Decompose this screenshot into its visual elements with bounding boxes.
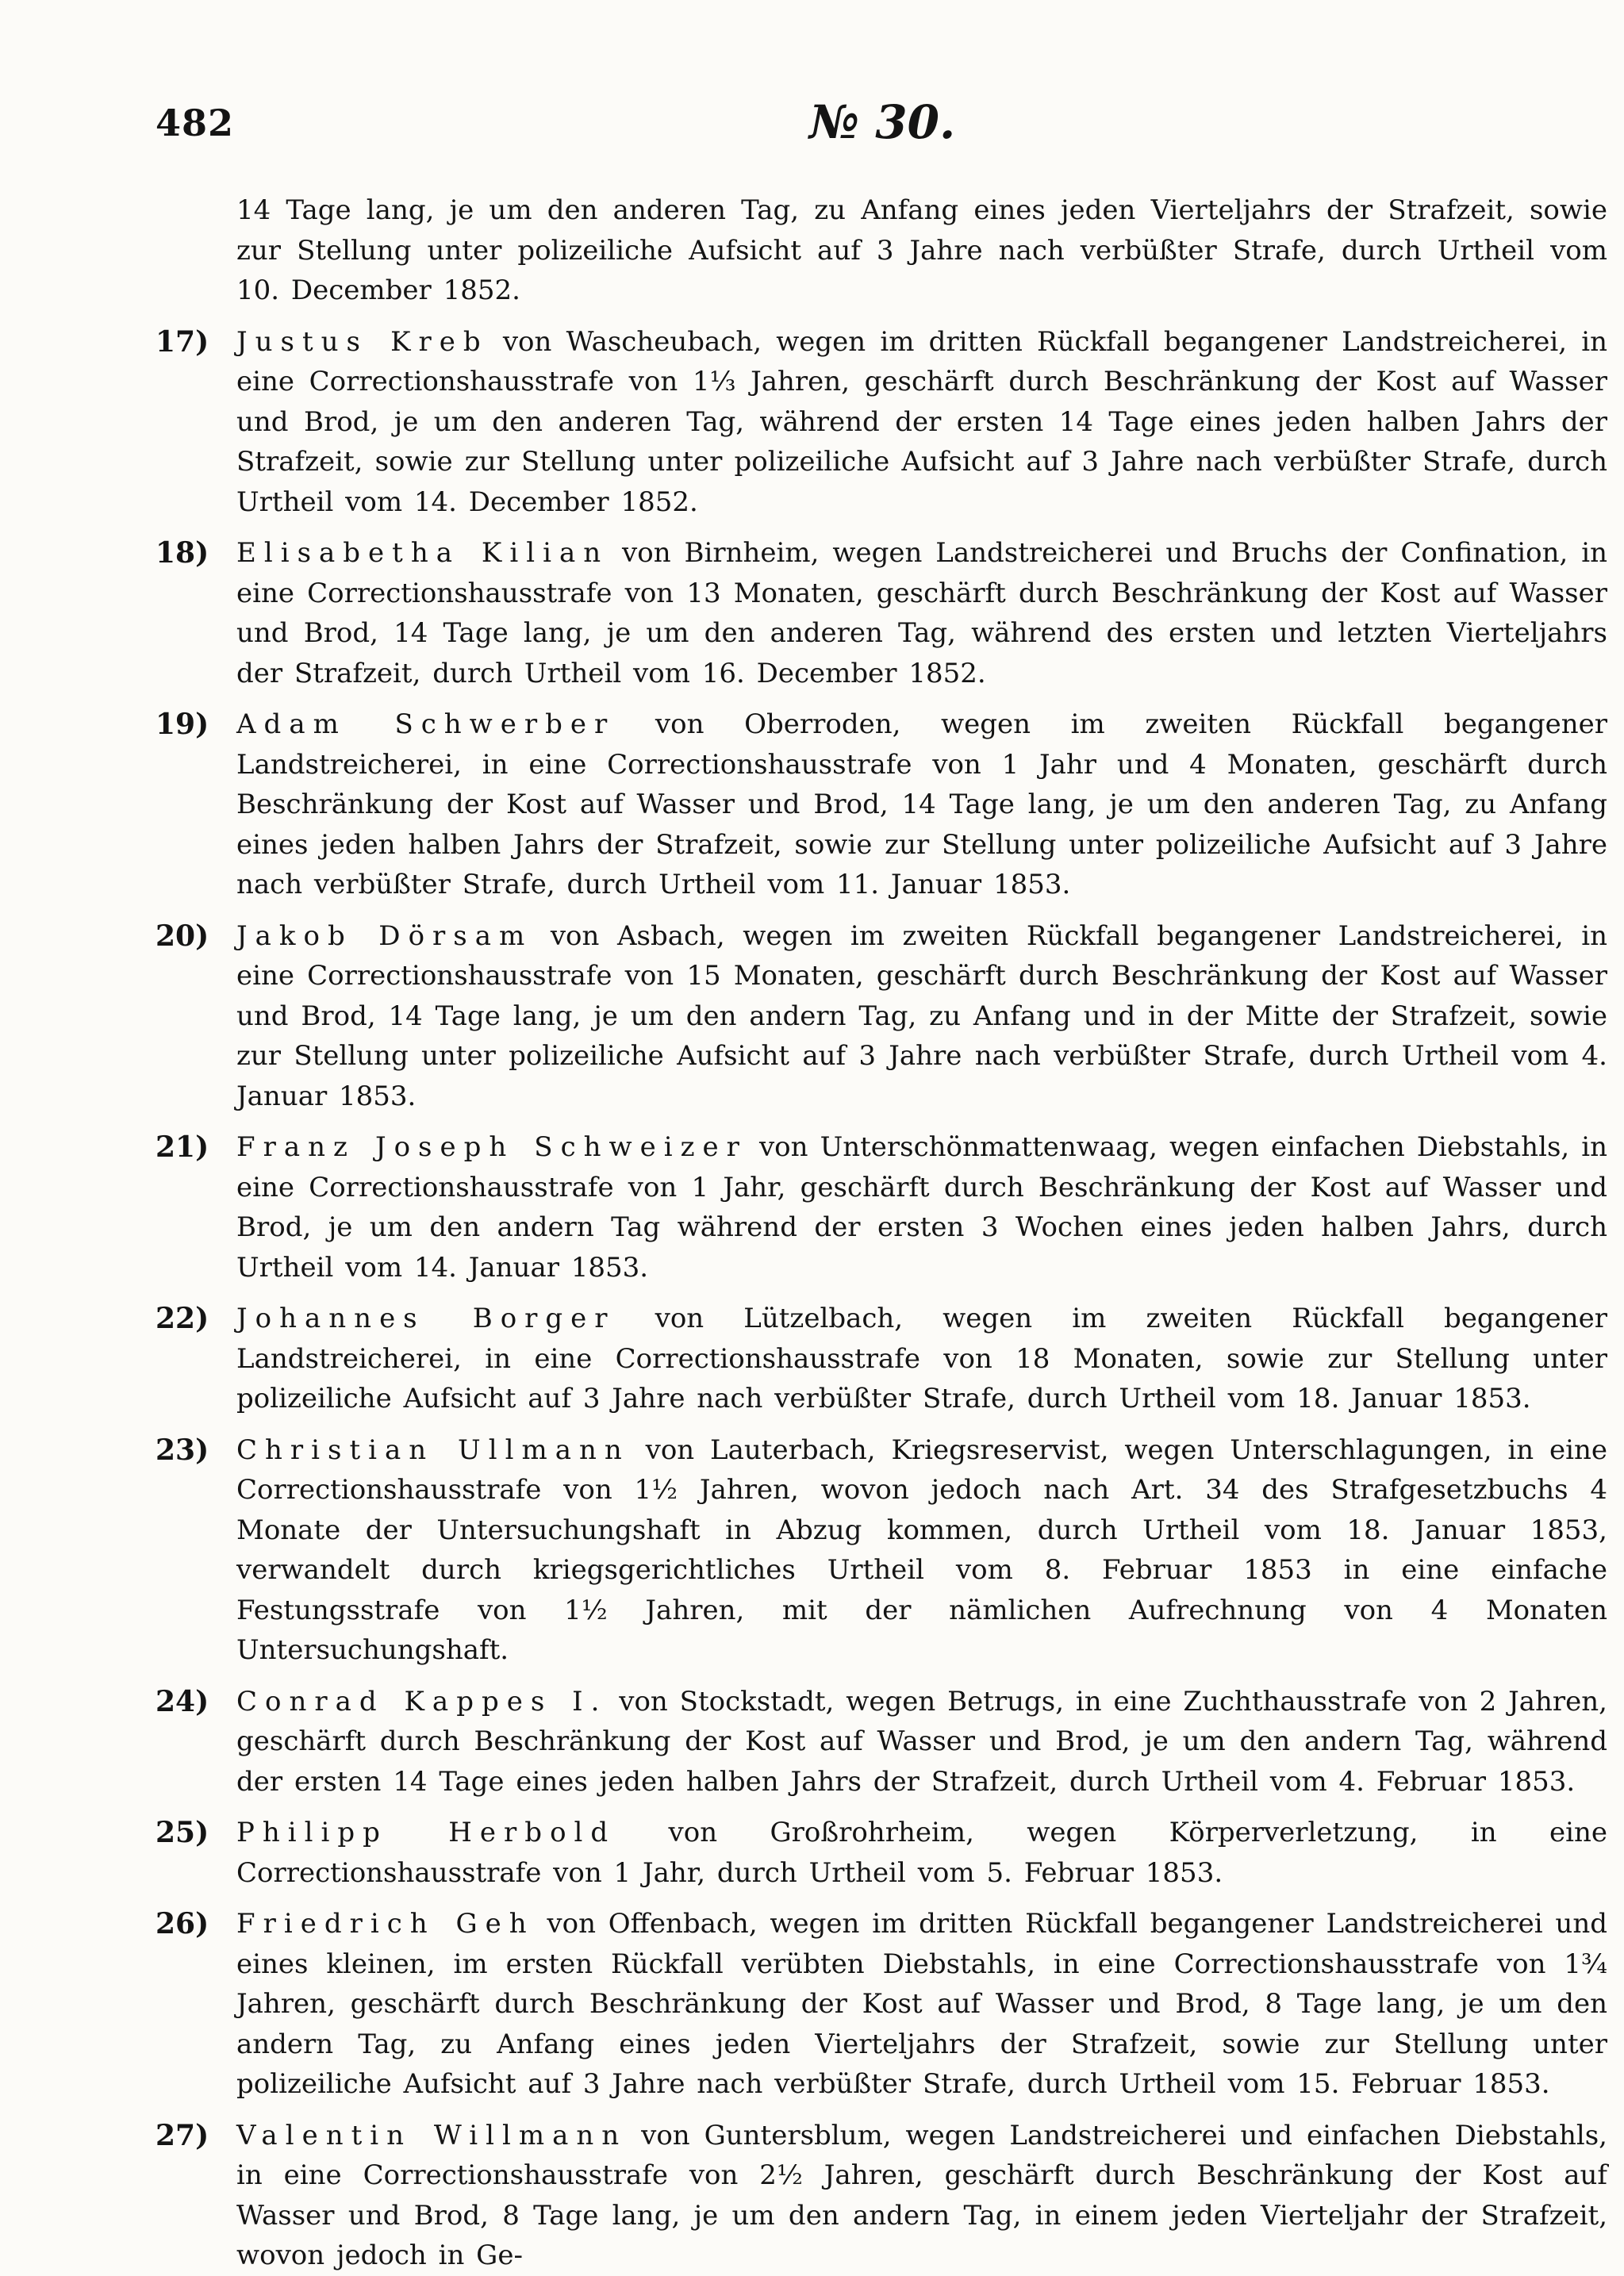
person-name: Christian Ullmann [236,1434,630,1466]
entry-number: 18) [155,536,209,570]
entry-item [155,704,1608,905]
entry-body: von Offenbach, wegen im dritten Rückfall begangener Landstreicherei und eines kleinen, im ersten Rückfall verübten Diebstahls, in eine Correctionshausstrafe von 1¾ Jahren, geschärft durch Beschränkung der Kost auf Wasser und Brod, 8 Tage lang, je um den andern Tag, zu Anfang eines jeden Vierteljahrs der Strafzeit, sowie zur Stellung unter polizeiliche Aufsicht auf 3 Jahre nach verbüßter Strafe, durch Urtheil vom 15. Februar 1853. [236,1908,1607,2100]
person-name: Conrad Kappes I. [236,1685,608,1718]
entry-list [155,190,1607,2276]
entry-text [236,533,1607,693]
entry-body: von Oberroden, wegen im zweiten Rückfall begangener Landstreicherei, in eine Correctionshausstrafe von 1 Jahr und 4 Monaten, geschärft durch Beschränkung der Kost auf Wasser und Brod, 14 Tage lang, je um den anderen Tag, zu Anfang eines jeden halben Jahrs der Strafzeit, sowie zur Stellung unter polizeiliche Aufsicht auf 3 Jahre nach verbüßter Strafe, durch Urtheil vom 11. Januar 1853. [236,708,1608,900]
entry-item [155,1813,1607,1893]
entry-body: von Guntersblum, wegen Landstreicherei und einfachen Diebstahls, in eine Correctionshausstrafe von 2½ Jahren, geschärft durch Beschränkung der Kost auf Wasser und Brod, 8 Tage lang, je um den andern Tag, in einem jeden Vierteljahr der Strafzeit, wovon jedoch in Ge- [236,2119,1607,2271]
entry-number: 19) [155,708,209,741]
entry-number: 27) [155,2118,209,2152]
entry-number: 22) [155,1302,209,1335]
person-name: Elisabetha Kilian [236,537,609,569]
entry-body: von Wascheubach, wegen im dritten Rückfall begangener Landstreicherei, in eine Correctionshausstrafe von 1⅓ Jahren, geschärft durch Beschränkung der Kost auf Wasser und Brod, je um den anderen Tag, während der ersten 14 Tage eines jeden halben Jahrs der Strafzeit, sowie zur Stellung unter polizeiliche Aufsicht auf 3 Jahre nach verbüßter Strafe, durch Urtheil vom 14. December 1852. [236,325,1607,518]
entry-body: von Birnheim, wegen Landstreicherei und Bruchs der Confination, in eine Correctionshausstrafe von 13 Monaten, geschärft durch Beschränkung der Kost auf Wasser und Brod, 14 Tage lang, je um den anderen Tag, während des ersten und letzten Vierteljahrs der Strafzeit, durch Urtheil vom 16. December 1852. [236,537,1607,689]
entry-item [155,322,1607,523]
numbered-entries [155,322,1607,2276]
entry-item [155,1299,1607,1419]
entry-item [155,916,1607,1117]
person-name: Philipp Herbold [236,1817,616,1848]
entry-text [236,2116,1607,2276]
entry-text [236,1127,1607,1288]
entry-item [155,1904,1607,2105]
person-name: Johannes Borger [236,1303,616,1334]
entry-number: 24) [155,1684,209,1718]
entry-text [236,1430,1607,1671]
entry-item [155,1430,1607,1671]
entry-body: von Unterschönmattenwaag, wegen einfachen Diebstahls, in eine Correctionshausstrafe von 1 Jahr, geschärft durch Beschränkung der Kost auf Wasser und Brod, je um den andern Tag während der ersten 3 Wochen eines jeden halben Jahrs, durch Urtheil vom 14. Januar 1853. [236,1131,1607,1284]
entry-text [236,1813,1607,1893]
entry-text [236,1299,1607,1419]
page-number: 482 [155,102,235,144]
entry-text [236,704,1607,905]
entry-text [236,1904,1607,2105]
entry-number: 25) [155,1816,209,1849]
entry-body: von Asbach, wegen im zweiten Rückfall begangener Landstreicherei, in eine Correctionshausstrafe von 15 Monaten, geschärft durch Beschränkung der Kost auf Wasser und Brod, 14 Tage lang, je um den andern Tag, zu Anfang und in der Mitte der Strafzeit, sowie zur Stellung unter polizeiliche Aufsicht auf 3 Jahre nach verbüßter Strafe, durch Urtheil vom 4. Januar 1853. [236,919,1607,1112]
entry-number: 26) [155,1907,209,1940]
entry-body: von Großrohrheim, wegen Körperverletzung, in eine Correctionshausstrafe von 1 Jahr, durch Urtheil vom 5. Februar 1853. [236,1817,1607,1889]
entry-body: von Lauterbach, Kriegsreservist, wegen Unterschlagungen, in eine Correctionshausstrafe von 1½ Jahren, wovon jedoch nach Art. 34 des Strafgesetzbuchs 4 Monate der Untersuchungshaft in Abzug kommen, durch Urtheil vom 18. Januar 1853, verwandelt durch kriegsgerichtliches Urtheil vom 8. Februar 1853 in eine einfache Festungsstrafe von 1½ Jahren, mit der nämlichen Aufrechnung von 4 Monaten Untersuchungshaft. [236,1434,1607,1666]
entry-number: 20) [155,919,209,953]
person-name: Friedrich Geh [236,1908,535,1940]
person-name: Valentin Willmann [236,2119,628,2151]
entry-number: 23) [155,1433,209,1467]
entry-body: von Lützelbach, wegen im zweiten Rückfall begangener Landstreicherei, in eine Correctionshausstrafe von 18 Monaten, sowie zur Stellung unter polizeiliche Aufsicht auf 3 Jahre nach verbüßter Strafe, durch Urtheil vom 18. Januar 1853. [236,1303,1607,1414]
entry-text [236,916,1607,1117]
issue-number: № 30. [809,95,956,149]
entry-item [155,1682,1607,1802]
entry-text [236,1682,1607,1802]
entry-item [155,2116,1607,2276]
entry-item [155,1127,1607,1288]
entry-item [155,533,1607,693]
person-name: Jakob Dörsam [236,919,533,952]
continuation-text: 14 Tage lang, je um den anderen Tag, zu Anfang eines jeden Vierteljahrs der Strafzeit, sowie zur Stellung unter polizeiliche Aufsicht auf 3 Jahre nach verbüßter Strafe, durch Urtheil vom 10. December 1852. [236,194,1607,306]
person-name: Justus Kreb [236,325,489,358]
entry-body: von Stockstadt, wegen Betrugs, in eine Zuchthausstrafe von 2 Jahren, geschärft durch Beschränkung der Kost auf Wasser und Brod, je um den andern Tag, während der ersten 14 Tage eines jeden halben Jahrs der Strafzeit, durch Urtheil vom 4. Februar 1853. [236,1685,1607,1798]
entry-number: 17) [155,324,209,359]
person-name: Adam Schwerber [236,708,616,740]
person-name: Franz Joseph Schweizer [236,1131,747,1163]
entry-number: 21) [155,1130,209,1164]
entry-text [236,322,1607,523]
